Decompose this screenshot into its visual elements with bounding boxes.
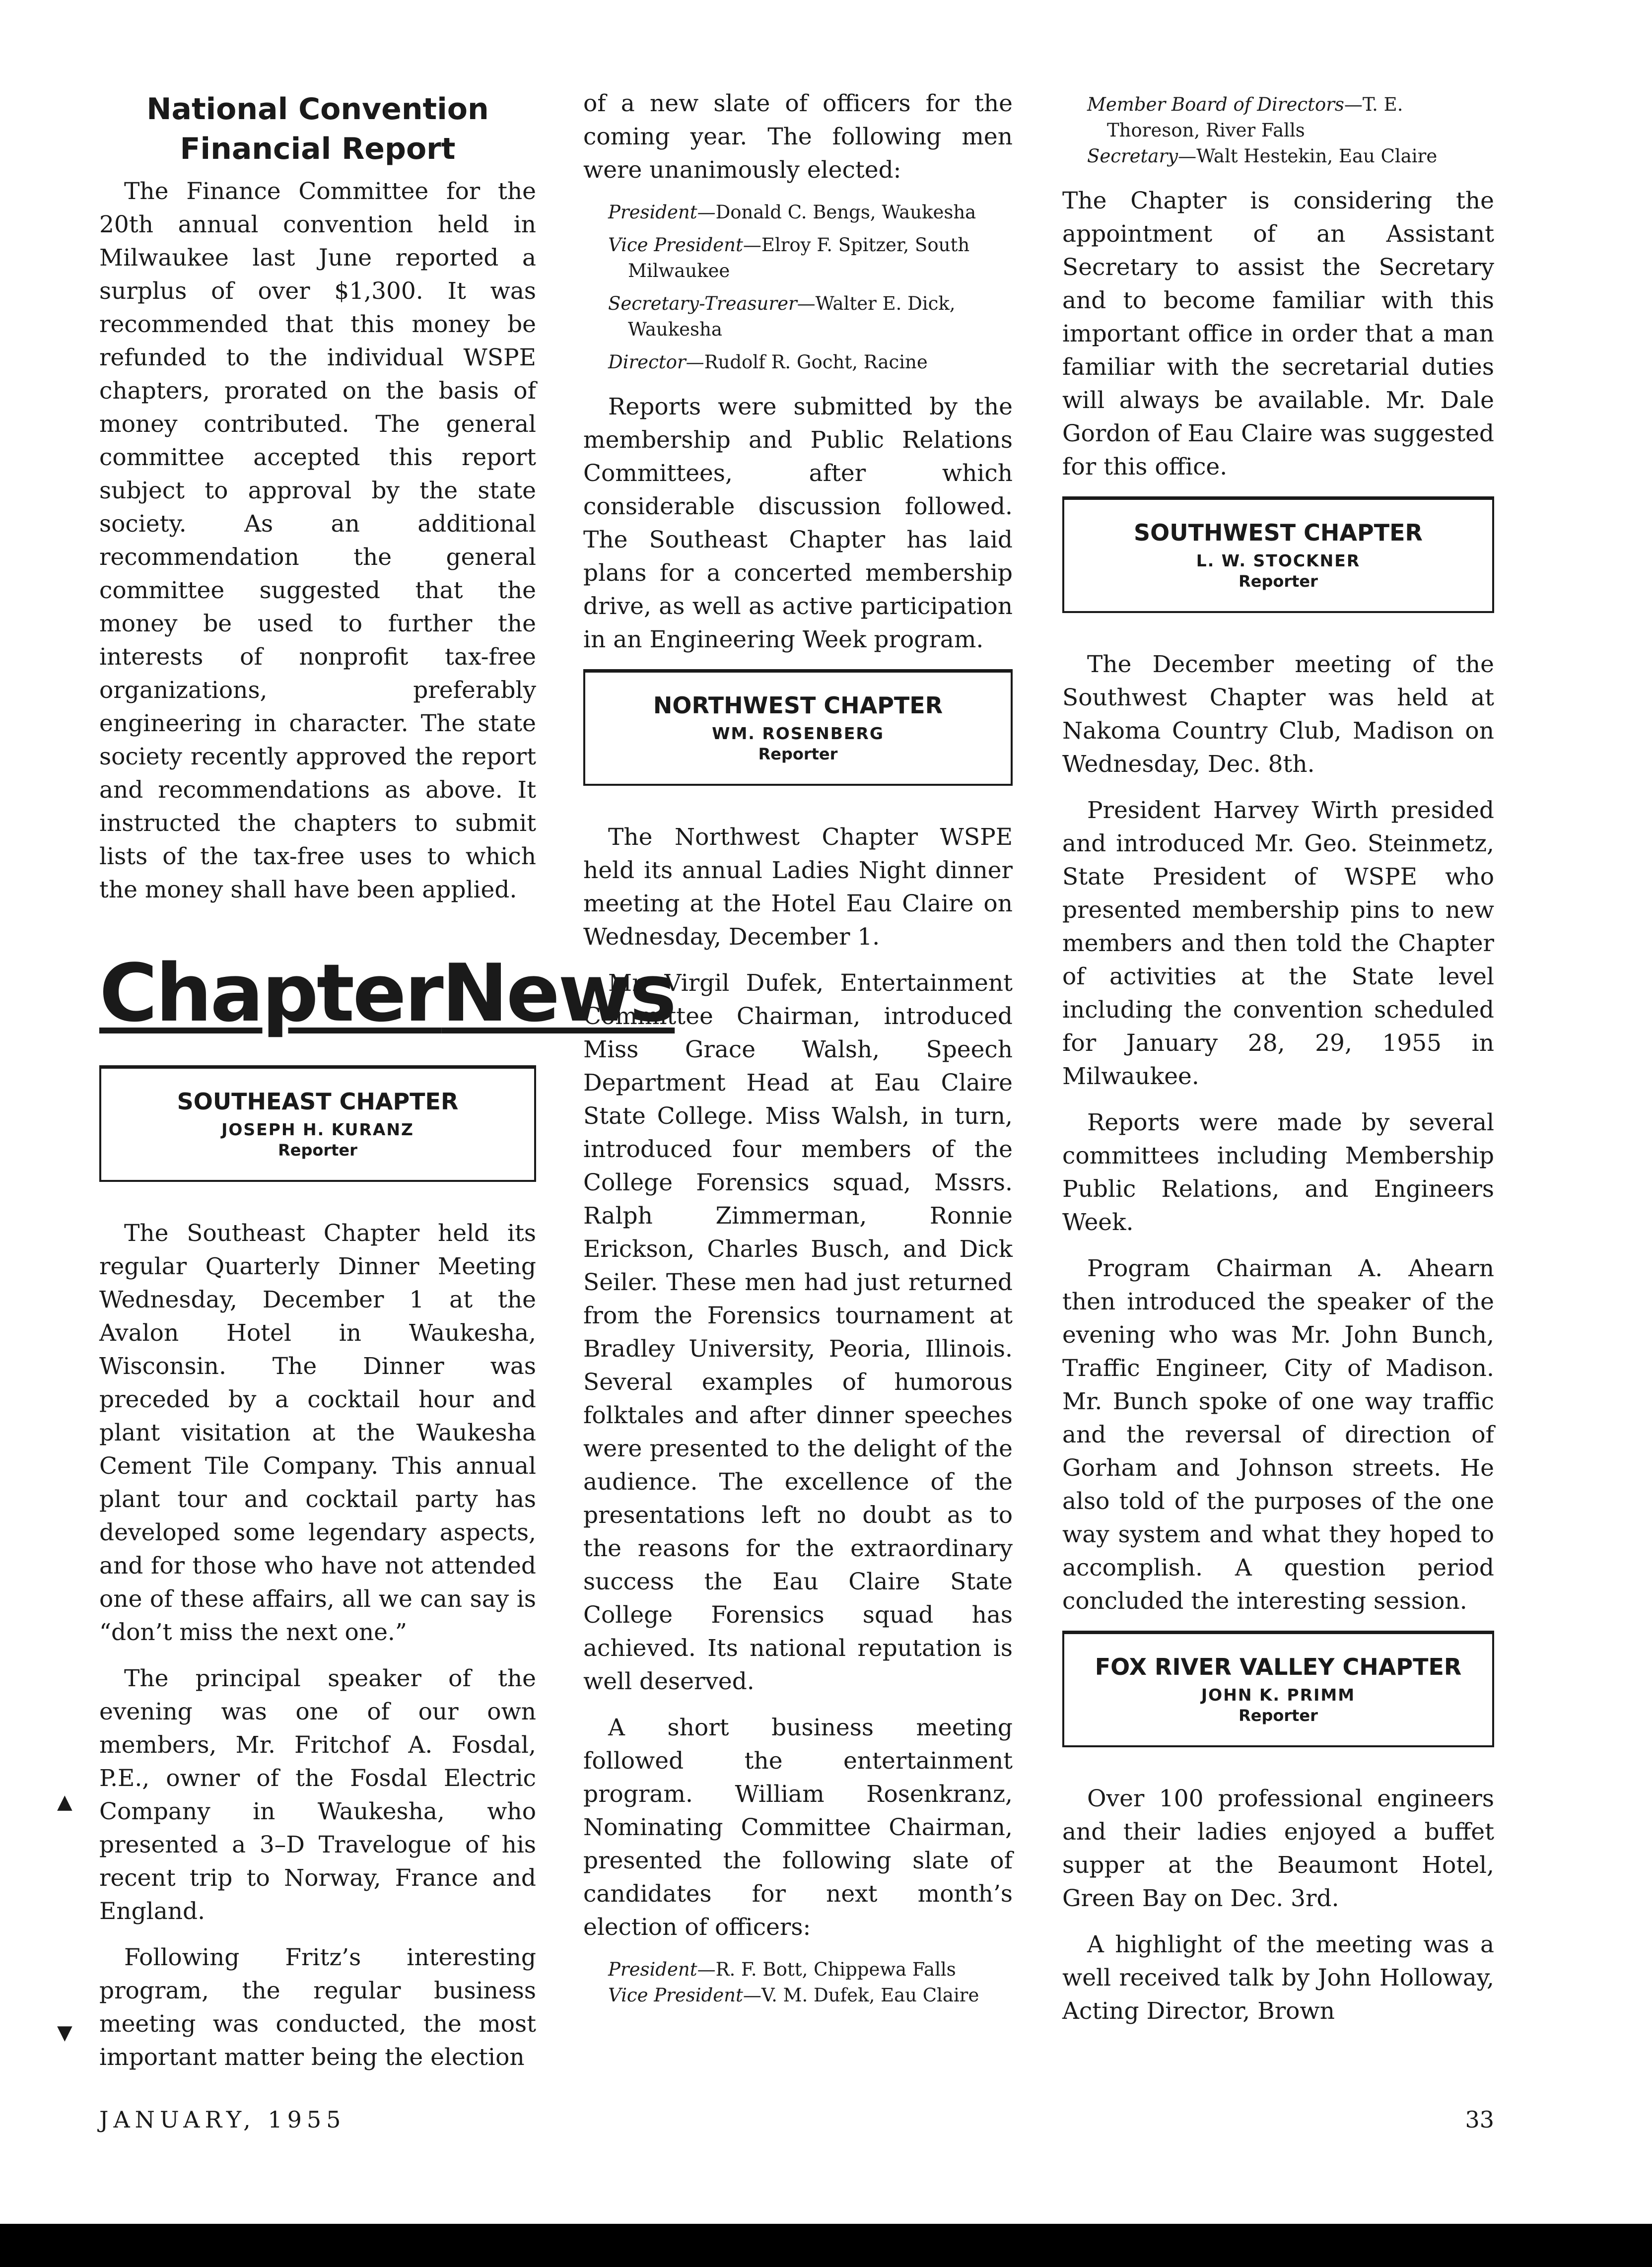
chapter-name: NORTHWEST CHAPTER bbox=[653, 692, 943, 719]
paragraph: Reports were submitted by the membership and Public Relations Committees, after which considerable discussion followed. The Southeast Chapter has laid plans for a concerted membership drive, as well as active participation in an Engineering Week program. bbox=[583, 393, 1013, 653]
reporter-name: JOHN K. PRIMM bbox=[1201, 1685, 1356, 1705]
officer-title: President bbox=[608, 1959, 697, 1980]
chapter-name: SOUTHEAST CHAPTER bbox=[177, 1088, 459, 1115]
officer-entry bbox=[608, 1957, 1013, 1983]
scan-border bbox=[0, 2224, 1652, 2267]
officer-person: —Walter E. Dick, Waukesha bbox=[628, 293, 956, 340]
officer-title: Member Board of Directors bbox=[1087, 94, 1344, 115]
chapter-header-northwest bbox=[583, 669, 1013, 786]
paragraph: The Northwest Chapter WSPE held its annual Ladies Night dinner meeting at the Hotel Eau Claire on Wednesday, December 1. bbox=[583, 824, 1013, 951]
scan-mark-icon: ▼ bbox=[57, 2021, 72, 2044]
officer-slate-northwest-cont bbox=[1087, 92, 1494, 169]
paragraph: President Harvey Wirth presided and introduced Mr. Geo. Steinmetz, State President of WSPE who presented membership pins to new members and then told the Chapter of activities at the State level including the convention scheduled for January 28, 29, 1955 in Milwaukee. bbox=[1062, 797, 1494, 1090]
heading-word: News bbox=[441, 947, 675, 1039]
officer-slate-southeast bbox=[608, 200, 1013, 375]
paragraph: Program Chairman A. Ahearn then introduced the speaker of the evening who was Mr. John Bunch, Traffic Engineer, City of Madison. Mr. Bunch spoke of one way traffic and the reversal of direction of Gorham and Johnson streets. He also told of the purposes of the one way system and what they hoped to accomplish. A question period concluded the interesting session. bbox=[1062, 1255, 1494, 1615]
reporter-role: Reporter bbox=[758, 745, 838, 763]
reporter-name: WM. ROSENBERG bbox=[712, 724, 884, 743]
paragraph: The December meeting of the Southwest Chapter was held at Nakoma Country Club, Madison on Wednesday, Dec. 8th. bbox=[1062, 651, 1494, 778]
scan-mark-icon: ▲ bbox=[57, 1790, 72, 1813]
paragraph: The principal speaker of the evening was one of our own members, Mr. Fritchof A. Fosdal, P.E., owner of the Fosdal Electric Company in Waukesha, who presented a 3–D Travelogue of his recent trip to Norway, France and England. bbox=[99, 1665, 536, 1925]
officer-entry bbox=[608, 349, 1013, 375]
officer-title: Vice President bbox=[608, 1985, 743, 2006]
officer-title: President bbox=[608, 202, 697, 223]
officer-entry bbox=[1087, 143, 1494, 169]
officer-entry bbox=[608, 291, 1013, 343]
officer-entry bbox=[608, 200, 1013, 225]
reporter-name: JOSEPH H. KURANZ bbox=[221, 1120, 414, 1139]
officer-person: —T. E. Thoreson, River Falls bbox=[1107, 94, 1403, 141]
officer-person: —V. M. Dufek, Eau Claire bbox=[743, 1985, 979, 2006]
column-2 bbox=[583, 87, 1013, 2023]
officer-entry bbox=[1087, 92, 1494, 143]
chapter-header-fox-river-valley bbox=[1062, 1631, 1494, 1747]
officer-title: Vice President bbox=[608, 234, 743, 256]
officer-entry bbox=[608, 232, 1013, 284]
reporter-role: Reporter bbox=[1239, 1706, 1318, 1725]
chapter-name: SOUTHWEST CHAPTER bbox=[1134, 519, 1423, 546]
officer-person: —Elroy F. Spitzer, South Milwaukee bbox=[628, 234, 970, 281]
paragraph: The Finance Committee for the 20th annual convention held in Milwaukee last June reported a surplus of over $1,300. It was recommended that this money be refunded to the individual WSPE chapters, prorated on the basis of money contributed. The general committee accepted this report subject to approval by the state society. As an additional recommendation the general committee suggested that the money be used to further the interests of nonprofit tax-free organizations, preferably engineering in character. The state society recently approved the report and recommendations as above. It instructed the chapters to submit lists of the tax-free uses to which the money shall have been applied. bbox=[99, 178, 536, 903]
officer-entry bbox=[608, 1983, 1013, 2008]
paragraph: The Chapter is considering the appointment of an Assistant Secretary to assist the Secretary and to become familiar with this important office in order that a man familiar with the secretarial duties will always be available. Mr. Dale Gordon of Eau Claire was suggested for this office. bbox=[1062, 187, 1494, 481]
officer-title: Secretary-Treasurer bbox=[608, 293, 797, 314]
column-3 bbox=[1062, 87, 1494, 2041]
officer-person: —Walt Hestekin, Eau Claire bbox=[1178, 145, 1438, 167]
chapter-header-southwest bbox=[1062, 496, 1494, 613]
paragraph: A short business meeting followed the entertainment program. William Rosenkranz, Nominating Committee Chairman, presented the following slate of candidates for next month’s election of officers: bbox=[583, 1714, 1013, 1941]
paragraph: Over 100 professional engineers and their ladies enjoyed a buffet supper at the Beaumont Hotel, Green Bay on Dec. 3rd. bbox=[1062, 1785, 1494, 1912]
section-heading-chapter-news bbox=[99, 947, 675, 1039]
heading-word: Chapter bbox=[99, 947, 442, 1039]
officer-title: Secretary bbox=[1087, 145, 1178, 167]
article-title-financial-report: National Convention Financial Report bbox=[146, 92, 489, 166]
chapter-header-southeast bbox=[99, 1065, 536, 1182]
reporter-role: Reporter bbox=[1239, 572, 1318, 591]
footer-date: JANUARY, 1955 bbox=[99, 2106, 346, 2133]
paragraph: A highlight of the meeting was a well received talk by John Holloway, Acting Director, Brown bbox=[1062, 1931, 1494, 2025]
officer-title: Director bbox=[608, 351, 686, 373]
page-number: 33 bbox=[1465, 2106, 1494, 2133]
paragraph: Following Fritz’s interesting program, the regular business meeting was conducted, the most important matter being the election bbox=[99, 1944, 536, 2071]
reporter-role: Reporter bbox=[278, 1141, 357, 1160]
officer-person: —Rudolf R. Gocht, Racine bbox=[686, 351, 928, 373]
officer-person: —R. F. Bott, Chippewa Falls bbox=[697, 1959, 956, 1980]
paragraph: of a new slate of officers for the coming year. The following men were unanimously elected: bbox=[583, 90, 1013, 184]
paragraph: Reports were made by several committees including Membership Public Relations, and Engineers Week. bbox=[1062, 1109, 1494, 1236]
paragraph: The Southeast Chapter held its regular Quarterly Dinner Meeting Wednesday, December 1 at the Avalon Hotel in Waukesha, Wisconsin. The Dinner was preceded by a cocktail hour and plant visitation at the Waukesha Cement Tile Company. This annual plant tour and cocktail party has developed some legendary aspects, and for those who have not attended one of these affairs, all we can say is “don’t miss the next one.” bbox=[99, 1220, 536, 1646]
chapter-name: FOX RIVER VALLEY CHAPTER bbox=[1095, 1653, 1462, 1680]
officer-slate-northwest bbox=[608, 1957, 1013, 2008]
paragraph: Mr. Virgil Dufek, Entertainment Committee Chairman, introduced Miss Grace Walsh, Speech Department Head at Eau Claire State College. Miss Walsh, in turn, introduced four members of the College Forensics squad, Mssrs. Ralph Zimmerman, Ronnie Erickson, Charles Busch, and Dick Seiler. These men had just returned from the Forensics tournament at Bradley University, Peoria, Illinois. Several examples of humorous folktales and after dinner speeches were presented to the delight of the audience. The excellence of the presentations left no doubt as to the reasons for the extraordinary success the Eau Claire State College Forensics squad has achieved. Its national reputation is well deserved. bbox=[583, 969, 1013, 1695]
officer-person: —Donald C. Bengs, Waukesha bbox=[697, 202, 976, 223]
reporter-name: L. W. STOCKNER bbox=[1196, 551, 1361, 570]
